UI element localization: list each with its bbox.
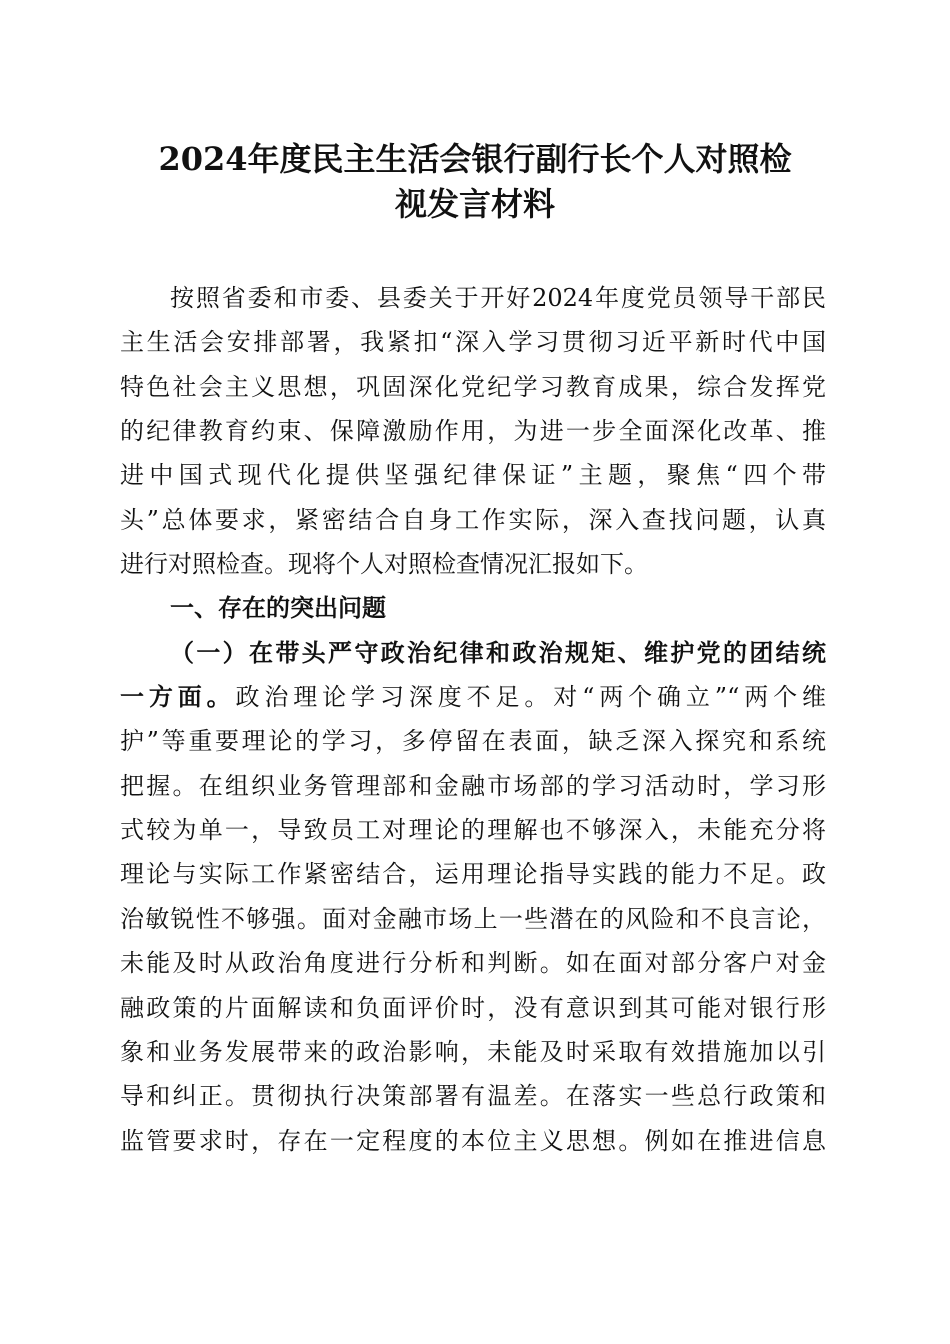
body-text: 进行对照检查。现将个人对照检查情况汇报如下。	[120, 550, 648, 579]
body-text: 主生活会安排部署，我紧扣“深入学习贯彻习近平新时代中国	[120, 328, 826, 357]
text-line	[120, 409, 826, 453]
body-text: 进中国式现代化提供坚强纪律保证”主题，聚焦“四个带	[120, 461, 826, 490]
document-title	[100, 137, 850, 227]
text-line	[120, 498, 826, 542]
bold-text: 一、存在的突出问题	[170, 593, 386, 623]
text-line	[120, 897, 826, 941]
body-text: 政治理论学习深度不足。对“两个确立”“两个维	[235, 683, 826, 712]
bold-text: （一）在带头严守政治纪律和政治规矩、维护党的团结统	[170, 637, 826, 667]
body-text: 治敏锐性不够强。面对金融市场上一些潜在的风险和不良言论，	[120, 904, 826, 933]
text-line	[120, 276, 826, 320]
body-text: 的纪律教育约束、保障激励作用，为进一步全面深化改革、推	[120, 417, 826, 446]
body-text: 护”等重要理论的学习，多停留在表面，缺乏深入探究和系统	[120, 727, 826, 756]
body-text: 特色社会主义思想，巩固深化党纪学习教育成果，综合发挥党	[120, 372, 826, 401]
text-line	[120, 764, 826, 808]
text-line	[120, 542, 826, 586]
body-text: 导和纠正。贯彻执行决策部署有温差。在落实一些总行政策和	[120, 1082, 826, 1111]
text-line	[120, 1030, 826, 1074]
body-text: 未能及时从政治角度进行分析和判断。如在面对部分客户对金	[120, 949, 826, 978]
text-line	[120, 719, 826, 763]
text-line	[120, 852, 826, 896]
text-line	[120, 941, 826, 985]
body-text: 监管要求时，存在一定程度的本位主义思想。例如在推进信息	[120, 1126, 826, 1155]
body-text: 理论与实际工作紧密结合，运用理论指导实践的能力不足。政	[120, 860, 826, 889]
text-line	[120, 453, 826, 497]
title-line: 视发言材料	[394, 185, 555, 223]
body-text: 按照省委和市委、县委关于开好2024年度党员领导干部民	[170, 284, 826, 312]
document-body	[120, 276, 826, 1163]
body-text: 象和业务发展带来的政治影响，未能及时采取有效措施加以引	[120, 1037, 826, 1066]
text-line	[120, 631, 826, 675]
text-line	[120, 986, 826, 1030]
text-line	[120, 320, 826, 364]
body-text: 把握。在组织业务管理部和金融市场部的学习活动时，学习形	[120, 771, 826, 800]
text-line	[120, 1119, 826, 1163]
bold-text: 一方面。	[120, 682, 236, 712]
text-line	[120, 675, 826, 719]
text-line	[120, 365, 826, 409]
text-line	[120, 1074, 826, 1118]
text-line	[120, 808, 826, 852]
body-text: 头”总体要求，紧密结合自身工作实际，深入查找问题，认真	[120, 505, 826, 534]
body-text: 式较为单一，导致员工对理论的理解也不够深入，未能充分将	[120, 816, 826, 845]
section-heading	[120, 586, 826, 630]
body-text: 融政策的片面解读和负面评价时，没有意识到其可能对银行形	[120, 993, 826, 1022]
title-line: 2024年度民主生活会银行副行长个人对照检	[158, 140, 792, 178]
